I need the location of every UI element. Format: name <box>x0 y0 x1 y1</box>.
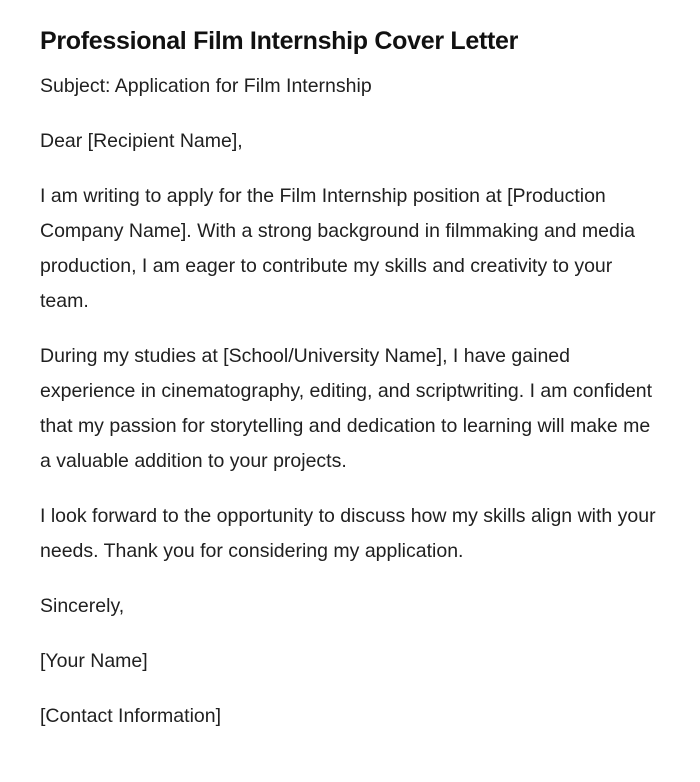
greeting: Dear [Recipient Name], <box>40 130 243 152</box>
body-paragraph-1: I am writing to apply for the Film Internship position at [Production Company Name]. With a strong background in filmmaking and media production, I am eager to contribute my skills and creativity to your team. <box>40 185 636 312</box>
signature-name: [Your Name] <box>40 650 148 672</box>
subject-line: Subject: Application for Film Internship <box>40 75 372 97</box>
contact-information: [Contact Information] <box>40 705 222 727</box>
closing: Sincerely, <box>40 595 125 617</box>
body-paragraph-2: During my studies at [School/University Name], I have gained experience in cinematography, editing, and scriptwriting. I am confident that my passion for storytelling and dedication to learning will make me a valuable addition to your projects. <box>40 345 653 472</box>
body-paragraph-3: I look forward to the opportunity to discuss how my skills align with your needs. Thank you for considering my application. <box>40 505 656 562</box>
document-title: Professional Film Internship Cover Letter <box>40 27 519 55</box>
